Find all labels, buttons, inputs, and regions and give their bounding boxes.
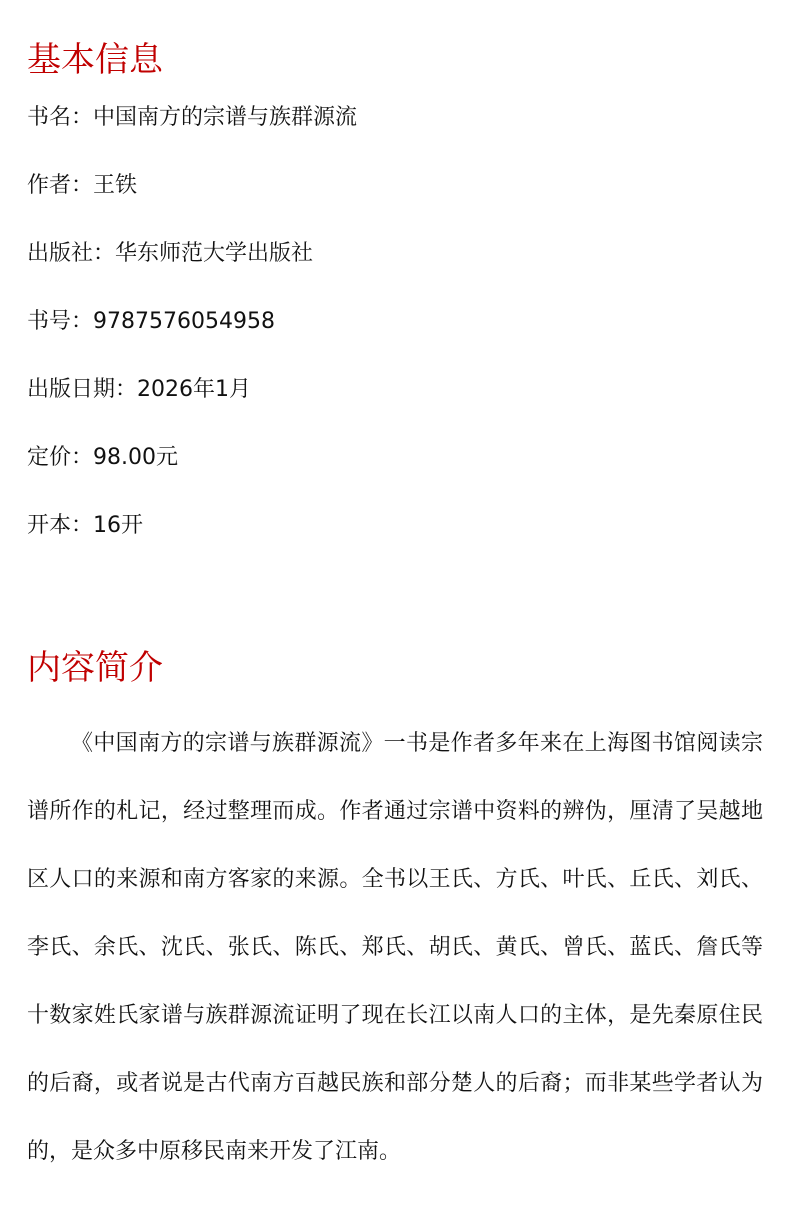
info-separator: ： bbox=[71, 105, 94, 130]
info-row-isbn bbox=[27, 308, 763, 336]
basic-info-heading: 基本信息 bbox=[27, 40, 163, 80]
info-label: 书名 bbox=[27, 105, 72, 130]
intro-paragraph: 《中国南方的宗谱与族群源流》一书是作者多年来在上海图书馆阅读宗谱所作的札记，经过整理而成。作者通过宗谱中资料的辨伪，厘清了吴越地区人口的来源和南方客家的来源。全书以王氏、方氏、叶氏、丘氏、刘氏、李氏、余氏、沈氏、张氏、陈氏、郑氏、胡氏、黄氏、曾氏、蓝氏、詹氏等十数家姓氏家谱与族群源流证明了现在长江以南人口的主体，是先秦原住民的后裔，或者说是古代南方百越民族和部分楚人的后裔；而非某些学者认为的，是众多中原移民南来开发了江南。 bbox=[27, 731, 763, 1164]
info-value-publisher: 华东师范大学出版社 bbox=[115, 241, 314, 266]
info-label: 出版社 bbox=[27, 241, 94, 266]
info-label: 书号 bbox=[27, 309, 72, 334]
info-separator: ： bbox=[115, 377, 138, 402]
info-label: 定价 bbox=[27, 445, 72, 470]
info-value-price: 98.00元 bbox=[93, 445, 179, 470]
info-value-isbn: 9787576054958 bbox=[93, 309, 275, 334]
info-row-publish-date bbox=[27, 376, 763, 404]
info-label: 出版日期 bbox=[27, 377, 116, 402]
info-row-author bbox=[27, 172, 763, 200]
info-value-format: 16开 bbox=[93, 513, 144, 538]
info-separator: ： bbox=[71, 309, 94, 334]
info-separator: ： bbox=[71, 513, 94, 538]
info-separator: ： bbox=[71, 445, 94, 470]
info-value-publish-date: 2026年1月 bbox=[137, 377, 252, 402]
info-label: 作者 bbox=[27, 173, 72, 198]
intro-heading: 内容简介 bbox=[27, 648, 163, 688]
info-separator: ： bbox=[71, 173, 94, 198]
info-label: 开本 bbox=[27, 513, 72, 538]
info-row-publisher bbox=[27, 240, 763, 268]
info-row-book-title bbox=[27, 104, 763, 132]
info-value-book-title: 中国南方的宗谱与族群源流 bbox=[93, 105, 358, 130]
basic-info-list bbox=[27, 104, 763, 540]
info-value-author: 王铁 bbox=[93, 173, 138, 198]
info-separator: ： bbox=[93, 241, 116, 266]
info-row-format bbox=[27, 512, 763, 540]
info-row-price bbox=[27, 444, 763, 472]
